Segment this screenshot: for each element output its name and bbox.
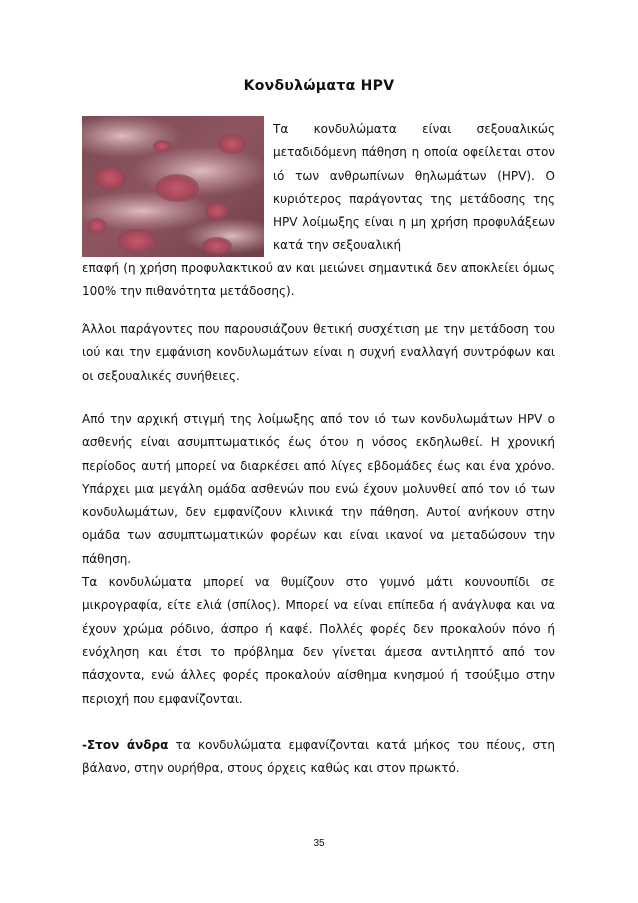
male-heading: -Στον άνδρα: [82, 738, 169, 752]
male-location-paragraph: [82, 734, 555, 781]
incubation-paragraph: Από την αρχική στιγμή της λοίμωξης από τον ιό των κονδυλωμάτων HPV ο ασθενής είναι ασυμπτωματικός έως ότου η νόσος εκδηλωθεί. Η χρονική περίοδος αυτή μπορεί να διαρκέσει από λίγες εβδομάδες έως και ένα χρόνο. Υπάρχει μια μεγάλη ομάδα ασθενών που ενώ έχουν μολυνθεί από τον ιό των κονδυλωμάτων, δεν εμφανίζουν κλινικά την πάθηση. Αυτοί ανήκουν στην ομάδα των ασυμπτωματικών φορέων και είναι ικανοί να μεταδώσουν την πάθηση.: [82, 412, 555, 566]
risk-factors-paragraph: Άλλοι παράγοντες που παρουσιάζουν θετική συσχέτιση με την μετάδοση του ιού και την εμφάνιση κονδυλωμάτων είναι η συχνή εναλλαγή συντρόφων και οι σεξουαλικές συνήθειες.: [82, 322, 555, 383]
tissue-photo: [82, 116, 264, 257]
page-title: Κονδυλώματα HPV: [243, 78, 395, 94]
intro-paragraph-side: Τα κονδυλώματα είναι σεξουαλικώς μεταδιδόμενη πάθηση η οποία οφείλεται στον ιό των ανθρωπίνων θηλωμάτων (HPV). Ο κυριότερος παράγοντας της μετάδοσης της HPV λοίμωξης είναι η μη χρήση προφυλάξεων κατά την σεξουαλική: [273, 122, 555, 253]
intro-paragraph-continued: επαφή (η χρήση προφυλακτικού αν και μειώνει σημαντικά δεν αποκλείει όμως 100% την πιθανότητα μετάδοσης).: [82, 261, 555, 299]
male-location-text: τα κονδυλώματα εμφανίζονται κατά μήκος του πέους, στη βάλανο, στην ουρήθρα, στους όρχεις καθώς και στον πρωκτό.: [82, 738, 555, 776]
symptoms-section: [82, 408, 555, 711]
page-number: 35: [313, 838, 325, 849]
tissue-photo-icon: [82, 116, 264, 257]
appearance-paragraph: Τα κονδυλώματα μπορεί να θυμίζουν στο γυμνό μάτι κουνουπίδι σε μικρογραφία, είτε ελιά (σπίλος). Μπορεί να είναι επίπεδα ή ανάγλυφα και να έχουν χρώμα ρόδινο, άσπρο ή καφέ. Πολλές φορές δεν προκαλούν πόνο ή ενόχληση και έτσι το πρόβλημα δεν γίνεται άμεσα αντιληπτό από τον πάσχοντα, ενώ άλλες φορές προκαλούν αίσθημα κνησμού ή τσούξιμο στην περιοχή που εμφανίζονται.: [82, 575, 555, 706]
